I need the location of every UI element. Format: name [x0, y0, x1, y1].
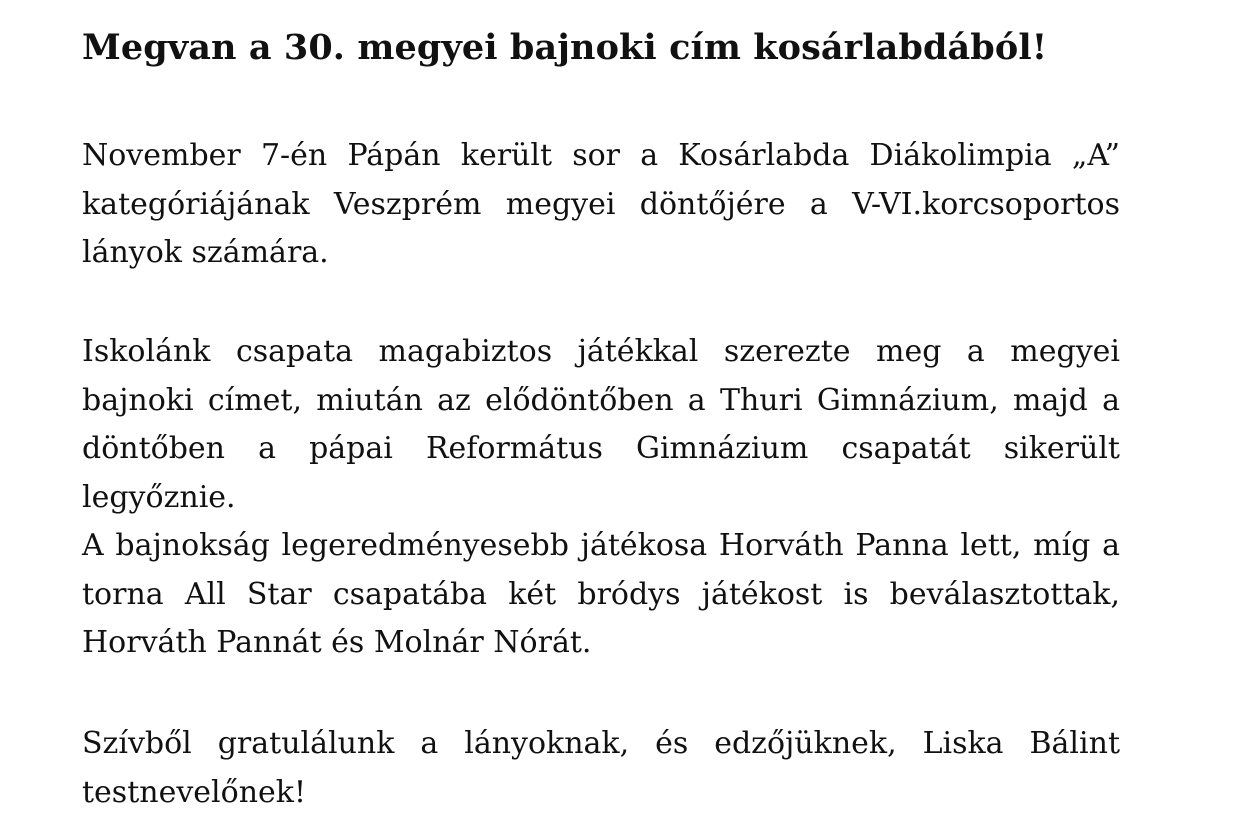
paragraph-line: A bajnokság legeredményesebb játékosa Horváth Panna lett, míg a [82, 528, 1120, 563]
paragraph-line: döntőben a pápai Református Gimnázium csapatát sikerült [82, 431, 1120, 466]
paragraph-event-intro [82, 132, 1120, 278]
paragraph-line: November 7-én Pápán került sor a Kosárlabda Diákolimpia „A” [82, 138, 1120, 173]
paragraph-line: bajnoki címet, miután az elődöntőben a Thuri Gimnázium, majd a [82, 382, 1120, 418]
paragraph-congratulations [82, 720, 1120, 817]
paragraph-line: legyőznie. [82, 479, 236, 515]
paragraph-line: testnevelőnek! [82, 774, 307, 810]
paragraph-line: kategóriájának Veszprém megyei döntőjére a V-VI.korcsoportos [82, 186, 1120, 222]
paragraph-all-star [82, 522, 1120, 668]
paragraph-line: lányok számára. [82, 235, 329, 270]
paragraph-line: Horváth Pannát és Molnár Nórát. [82, 625, 592, 660]
paragraph-line: Iskolánk csapata magabiztos játékkal szerezte meg a megyei [82, 334, 1120, 369]
paragraph-line: torna All Star csapatába két bródys játékost is beválasztottak, [82, 576, 1120, 612]
paragraph-team-result [82, 328, 1120, 522]
paragraph-line: Szívből gratulálunk a lányoknak, és edzőjüknek, Liska Bálint [82, 726, 1120, 761]
article-title: Megvan a 30. megyei bajnoki cím kosárlabdából! [82, 27, 1048, 68]
